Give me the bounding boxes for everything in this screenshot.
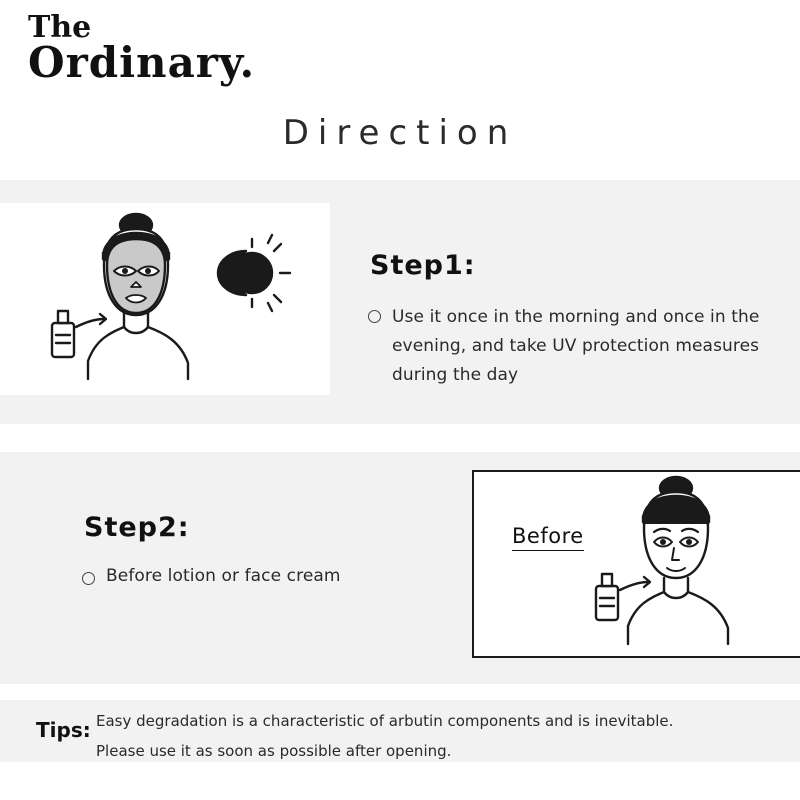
step1-heading [368, 250, 478, 285]
woman-mask-sun-moon-icon [0, 203, 330, 395]
tips-line-2: Please use it as soon as possible after opening. [96, 742, 452, 760]
bullet-circle-icon [368, 310, 381, 323]
page-title: Direction [282, 113, 518, 153]
tips-label: Tips: [36, 718, 91, 742]
step1-illustration [0, 203, 330, 395]
step1-block [368, 250, 778, 391]
step2-illustration [472, 470, 800, 658]
step1-bullet-row [368, 303, 778, 391]
step2-heading [82, 512, 192, 547]
step2-heading-label: Step2: [84, 512, 190, 543]
brand-line-ordinary: Ordinary. [28, 37, 256, 87]
step2-block [82, 512, 442, 589]
brand-logo [28, 10, 298, 87]
step2-bullet-text: Before lotion or face cream [106, 566, 341, 586]
step2-bullet-row [82, 565, 442, 589]
step1-bullet-text: Use it once in the morning and once in the evening, and take UV protection measures during the day [392, 307, 760, 386]
tips-line-1: Easy degradation is a characteristic of arbutin components and is inevitable. [96, 712, 674, 730]
step1-heading-label: Step1: [370, 250, 476, 281]
tips-lines [96, 706, 776, 766]
brand-line-the: The [28, 10, 92, 45]
tips-section [0, 700, 800, 762]
bullet-circle-icon [82, 572, 95, 585]
woman-before-serum-icon [474, 472, 800, 656]
before-label: Before [512, 524, 584, 551]
